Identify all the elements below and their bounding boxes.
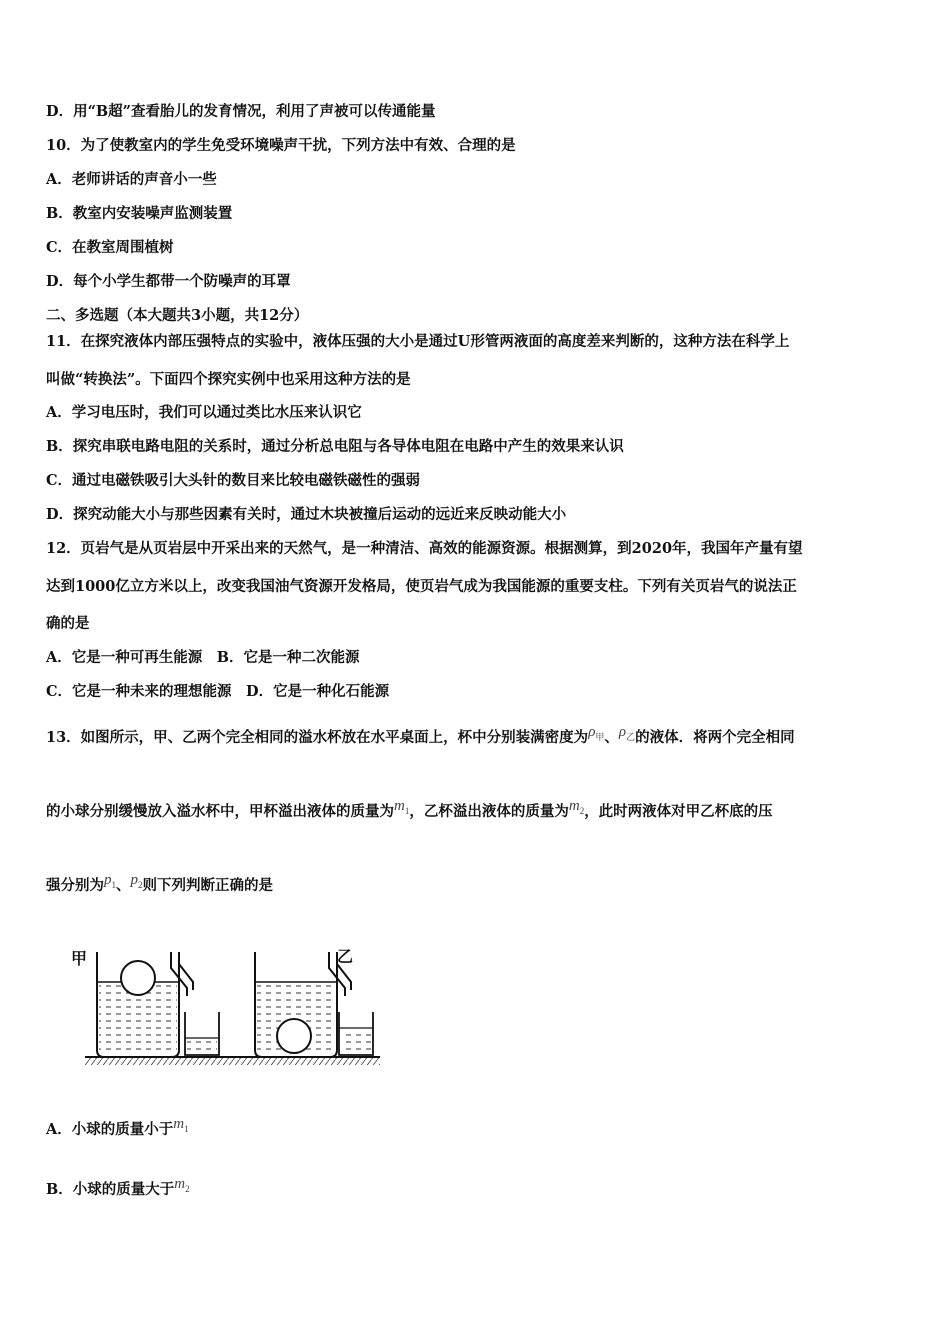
q13-option-a-text: A．小球的质量小于 [46, 1121, 174, 1138]
q13-text-3a: 强分别为 [46, 877, 104, 894]
q13-text-2a: 的小球分别缓慢放入溢水杯中，甲杯溢出液体的质量为 [46, 803, 394, 820]
m1-symbol: $m_1$ [394, 798, 410, 816]
q13-option-b-text: B．小球的质量大于 [46, 1181, 175, 1198]
q13-text-1a: 13．如图所示，甲、乙两个完全相同的溢水杯放在水平桌面上，杯中分别装满密度为 [46, 729, 589, 746]
ball-jia [121, 961, 155, 995]
q11-option-d: D．探究动能大小与那些因素有关时，通过木块被撞后运动的远近来反映动能大小 [46, 506, 567, 523]
label-yi: 乙 [337, 947, 354, 966]
q13-stem-line3 [46, 872, 273, 901]
q13-text-3b: 、 [116, 877, 131, 894]
q11-option-c: C．通过电磁铁吸引大头针的数目来比较电磁铁磁性的强弱 [46, 472, 421, 489]
q12-options-cd: C．它是一种未来的理想能源 D．它是一种化石能源 [46, 683, 390, 700]
q13-text-1c: 的液体．将两个完全相同 [635, 729, 795, 746]
q10-option-a: A．老师讲话的声音小一些 [46, 171, 217, 188]
q9-option-d: D．用“B超”查看胎儿的发育情况，利用了声被可以传通能量 [46, 103, 436, 120]
rho-yi-symbol: $\rho_乙$ [618, 724, 636, 742]
q12-options-ab: A．它是一种可再生能源 B．它是一种二次能源 [46, 649, 360, 666]
p2-symbol: $p_2$ [130, 872, 143, 890]
beaker-yi-liquid [341, 1028, 371, 1055]
q12-stem-line1: 12．页岩气是从页岩层中开采出来的天然气，是一种清洁、高效的能源资源。根据测算，到2020年，我国年产量有望 [46, 540, 803, 557]
cup-yi [255, 952, 351, 1057]
cup-jia [97, 952, 193, 1057]
rho-jia-symbol: $\rho_甲$ [588, 724, 605, 742]
q13-option-b [46, 1176, 190, 1205]
q13-option-a [46, 1116, 189, 1145]
q12-stem-line3: 确的是 [46, 615, 90, 632]
beaker-jia-liquid [187, 1038, 217, 1055]
q10-option-c: C．在教室周围植树 [46, 239, 174, 256]
q11-stem-line2: 叫做“转换法”。下面四个探究实例中也采用这种方法的是 [46, 371, 411, 388]
q10-stem: 10．为了使教室内的学生免受环境噪声干扰，下列方法中有效、合理的是 [46, 137, 516, 154]
m2-symbol-b: $m_2$ [174, 1176, 190, 1194]
q13-text-2b: ，乙杯溢出液体的质量为 [409, 803, 569, 820]
section-heading: 二、多选题（本大题共3小题，共12分） [46, 307, 309, 324]
m1-symbol-a: $m_1$ [173, 1116, 189, 1134]
q11-stem-line1: 11．在探究液体内部压强特点的实验中，液体压强的大小是通过U形管两液面的高度差来判断的，这种方法在科学上 [46, 333, 790, 350]
overflow-cups-diagram [65, 940, 385, 1070]
beaker-yi [339, 1012, 373, 1055]
label-jia: 甲 [71, 949, 88, 968]
beaker-jia [185, 1012, 219, 1055]
m2-symbol: $m_2$ [568, 798, 585, 816]
q10-option-d: D．每个小学生都带一个防噪声的耳罩 [46, 273, 291, 290]
q11-option-b: B．探究串联电路电阻的关系时，通过分析总电阻与各导体电阻在电路中产生的效果来认识 [46, 438, 624, 455]
q10-option-b: B．教室内安装噪声监测装置 [46, 205, 233, 222]
q13-text-2c: ，此时两液体对甲乙杯底的压 [584, 803, 773, 820]
q13-text-1b: 、 [604, 729, 619, 746]
ball-yi [277, 1019, 311, 1053]
q13-text-3c: 则下列判断正确的是 [142, 877, 273, 894]
p1-symbol: $p_1$ [104, 872, 116, 890]
q11-option-a: A．学习电压时，我们可以通过类比水压来认识它 [46, 404, 362, 421]
q13-stem-line2 [46, 798, 773, 827]
table-surface-hatch [85, 1057, 380, 1065]
q12-stem-line2: 达到1000亿立方米以上，改变我国油气资源开发格局，使页岩气成为我国能源的重要支柱。下列有关页岩气的说法正 [46, 578, 797, 595]
q13-stem-line1 [46, 724, 795, 753]
